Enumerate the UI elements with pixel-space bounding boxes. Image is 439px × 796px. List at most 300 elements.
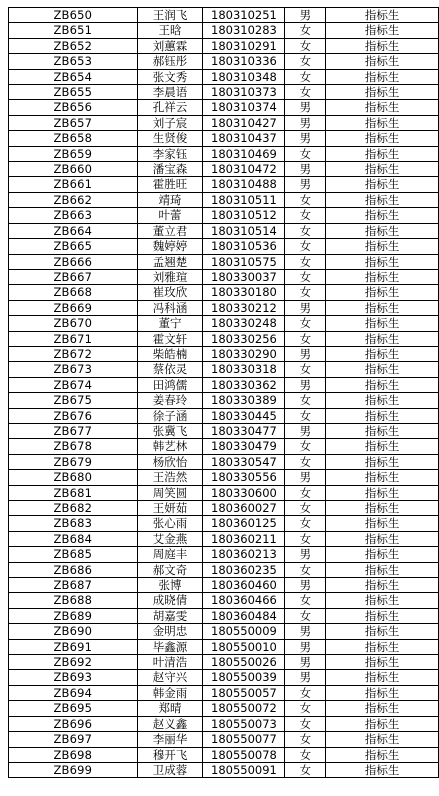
admission-type-cell: 指标生 [326, 316, 439, 331]
table-row [9, 54, 439, 69]
student-id-cell: ZB677 [9, 423, 138, 438]
exam-number-cell: 180310373 [203, 85, 285, 100]
admission-type-cell: 指标生 [326, 223, 439, 238]
student-name-cell: 卫成蓉 [137, 762, 203, 777]
student-id-cell: ZB667 [9, 269, 138, 284]
table-row [9, 331, 439, 346]
admission-type-cell: 指标生 [326, 192, 439, 207]
gender-cell: 男 [285, 624, 326, 639]
table-row [9, 377, 439, 392]
gender-cell: 女 [285, 393, 326, 408]
admission-type-cell: 指标生 [326, 69, 439, 84]
exam-number-cell: 180310291 [203, 38, 285, 53]
admission-type-cell: 指标生 [326, 608, 439, 623]
gender-cell: 女 [285, 408, 326, 423]
student-name-cell: 王晗 [137, 23, 203, 38]
student-list-table [8, 7, 439, 778]
table-row [9, 208, 439, 223]
exam-number-cell: 180330600 [203, 485, 285, 500]
student-id-cell: ZB687 [9, 578, 138, 593]
admission-type-cell: 指标生 [326, 547, 439, 562]
gender-cell: 女 [285, 223, 326, 238]
admission-type-cell: 指标生 [326, 162, 439, 177]
student-id-cell: ZB683 [9, 516, 138, 531]
student-id-cell: ZB657 [9, 115, 138, 130]
student-name-cell: 张博 [137, 578, 203, 593]
admission-type-cell: 指标生 [326, 23, 439, 38]
table-row [9, 423, 439, 438]
exam-number-cell: 180550072 [203, 701, 285, 716]
exam-number-cell: 180330318 [203, 362, 285, 377]
table-row [9, 516, 439, 531]
gender-cell: 女 [285, 69, 326, 84]
student-id-cell: ZB688 [9, 593, 138, 608]
admission-type-cell: 指标生 [326, 423, 439, 438]
student-id-cell: ZB695 [9, 701, 138, 716]
exam-number-cell: 180360211 [203, 531, 285, 546]
gender-cell: 男 [285, 346, 326, 361]
exam-number-cell: 180550057 [203, 685, 285, 700]
admission-type-cell: 指标生 [326, 239, 439, 254]
gender-cell: 男 [285, 115, 326, 130]
gender-cell: 男 [285, 177, 326, 192]
student-id-cell: ZB679 [9, 454, 138, 469]
student-name-cell: 艾金燕 [137, 531, 203, 546]
table-row [9, 531, 439, 546]
student-id-cell: ZB684 [9, 531, 138, 546]
gender-cell: 女 [285, 485, 326, 500]
student-id-cell: ZB670 [9, 316, 138, 331]
table-row [9, 747, 439, 762]
admission-type-cell: 指标生 [326, 639, 439, 654]
exam-number-cell: 180550078 [203, 747, 285, 762]
gender-cell: 女 [285, 439, 326, 454]
table-row [9, 408, 439, 423]
student-name-cell: 霍胜旺 [137, 177, 203, 192]
gender-cell: 男 [285, 670, 326, 685]
exam-number-cell: 180330362 [203, 377, 285, 392]
student-name-cell: 李晨语 [137, 85, 203, 100]
student-name-cell: 郝文奇 [137, 562, 203, 577]
gender-cell: 男 [285, 547, 326, 562]
gender-cell: 男 [285, 100, 326, 115]
table-row [9, 701, 439, 716]
student-id-cell: ZB675 [9, 393, 138, 408]
student-id-cell: ZB658 [9, 131, 138, 146]
gender-cell: 女 [285, 531, 326, 546]
exam-number-cell: 180550077 [203, 732, 285, 747]
student-id-cell: ZB689 [9, 608, 138, 623]
gender-cell: 女 [285, 316, 326, 331]
admission-type-cell: 指标生 [326, 208, 439, 223]
table-row [9, 131, 439, 146]
exam-number-cell: 180310469 [203, 146, 285, 161]
table-row [9, 762, 439, 777]
student-name-cell: 杨欣怡 [137, 454, 203, 469]
admission-type-cell: 指标生 [326, 377, 439, 392]
gender-cell: 女 [285, 362, 326, 377]
admission-type-cell: 指标生 [326, 254, 439, 269]
student-name-cell: 周笑圆 [137, 485, 203, 500]
student-id-cell: ZB682 [9, 501, 138, 516]
table-row [9, 501, 439, 516]
student-id-cell: ZB676 [9, 408, 138, 423]
gender-cell: 男 [285, 655, 326, 670]
exam-number-cell: 180550009 [203, 624, 285, 639]
student-id-cell: ZB685 [9, 547, 138, 562]
gender-cell: 女 [285, 747, 326, 762]
exam-number-cell: 180360125 [203, 516, 285, 531]
table-row [9, 269, 439, 284]
admission-type-cell: 指标生 [326, 516, 439, 531]
admission-type-cell: 指标生 [326, 146, 439, 161]
student-name-cell: 孔祥云 [137, 100, 203, 115]
gender-cell: 男 [285, 8, 326, 23]
admission-type-cell: 指标生 [326, 762, 439, 777]
admission-type-cell: 指标生 [326, 393, 439, 408]
student-id-cell: ZB698 [9, 747, 138, 762]
exam-number-cell: 180310472 [203, 162, 285, 177]
student-id-cell: ZB692 [9, 655, 138, 670]
table-row [9, 316, 439, 331]
table-row [9, 285, 439, 300]
gender-cell: 女 [285, 85, 326, 100]
admission-type-cell: 指标生 [326, 131, 439, 146]
admission-type-cell: 指标生 [326, 408, 439, 423]
student-name-cell: 刘蕙霖 [137, 38, 203, 53]
exam-number-cell: 180310348 [203, 69, 285, 84]
table-row [9, 192, 439, 207]
student-id-cell: ZB696 [9, 716, 138, 731]
exam-number-cell: 180330445 [203, 408, 285, 423]
student-name-cell: 潘宝森 [137, 162, 203, 177]
admission-type-cell: 指标生 [326, 501, 439, 516]
student-name-cell: 孟翘楚 [137, 254, 203, 269]
table-row [9, 146, 439, 161]
table-row [9, 8, 439, 23]
admission-type-cell: 指标生 [326, 593, 439, 608]
exam-number-cell: 180330477 [203, 423, 285, 438]
student-name-cell: 胡嘉雯 [137, 608, 203, 623]
gender-cell: 女 [285, 593, 326, 608]
table-row [9, 393, 439, 408]
exam-number-cell: 180330389 [203, 393, 285, 408]
student-name-cell: 毕鑫源 [137, 639, 203, 654]
gender-cell: 女 [285, 239, 326, 254]
student-id-cell: ZB652 [9, 38, 138, 53]
gender-cell: 女 [285, 192, 326, 207]
admission-type-cell: 指标生 [326, 716, 439, 731]
exam-number-cell: 180550073 [203, 716, 285, 731]
student-id-cell: ZB680 [9, 470, 138, 485]
student-id-cell: ZB650 [9, 8, 138, 23]
gender-cell: 女 [285, 269, 326, 284]
gender-cell: 女 [285, 516, 326, 531]
admission-type-cell: 指标生 [326, 285, 439, 300]
exam-number-cell: 180550026 [203, 655, 285, 670]
table-row [9, 239, 439, 254]
exam-number-cell: 180330547 [203, 454, 285, 469]
exam-number-cell: 180550039 [203, 670, 285, 685]
student-name-cell: 赵义鑫 [137, 716, 203, 731]
admission-type-cell: 指标生 [326, 362, 439, 377]
admission-type-cell: 指标生 [326, 624, 439, 639]
admission-type-cell: 指标生 [326, 300, 439, 315]
student-name-cell: 霍文轩 [137, 331, 203, 346]
student-id-cell: ZB666 [9, 254, 138, 269]
student-id-cell: ZB681 [9, 485, 138, 500]
student-name-cell: 穆开飞 [137, 747, 203, 762]
admission-type-cell: 指标生 [326, 100, 439, 115]
student-id-cell: ZB672 [9, 346, 138, 361]
student-name-cell: 崔玫欣 [137, 285, 203, 300]
student-name-cell: 张文秀 [137, 69, 203, 84]
table-row [9, 485, 439, 500]
exam-number-cell: 180550010 [203, 639, 285, 654]
admission-type-cell: 指标生 [326, 531, 439, 546]
admission-type-cell: 指标生 [326, 38, 439, 53]
exam-number-cell: 180330556 [203, 470, 285, 485]
table-row [9, 639, 439, 654]
student-id-cell: ZB662 [9, 192, 138, 207]
gender-cell: 女 [285, 23, 326, 38]
admission-type-cell: 指标生 [326, 177, 439, 192]
exam-number-cell: 180360484 [203, 608, 285, 623]
table-row [9, 162, 439, 177]
student-id-cell: ZB660 [9, 162, 138, 177]
student-id-cell: ZB665 [9, 239, 138, 254]
student-name-cell: 生贤俊 [137, 131, 203, 146]
student-name-cell: 叶蕾 [137, 208, 203, 223]
student-name-cell: 姜春玲 [137, 393, 203, 408]
student-id-cell: ZB661 [9, 177, 138, 192]
admission-type-cell: 指标生 [326, 747, 439, 762]
gender-cell: 男 [285, 578, 326, 593]
table-row [9, 562, 439, 577]
student-name-cell: 靖琦 [137, 192, 203, 207]
gender-cell: 女 [285, 501, 326, 516]
exam-number-cell: 180310374 [203, 100, 285, 115]
admission-type-cell: 指标生 [326, 439, 439, 454]
student-name-cell: 张冀飞 [137, 423, 203, 438]
student-name-cell: 董宁 [137, 316, 203, 331]
table-row [9, 223, 439, 238]
exam-number-cell: 180310575 [203, 254, 285, 269]
student-name-cell: 王浩然 [137, 470, 203, 485]
gender-cell: 女 [285, 608, 326, 623]
exam-number-cell: 180550091 [203, 762, 285, 777]
gender-cell: 女 [285, 331, 326, 346]
admission-type-cell: 指标生 [326, 562, 439, 577]
table-row [9, 547, 439, 562]
student-id-cell: ZB674 [9, 377, 138, 392]
admission-type-cell: 指标生 [326, 685, 439, 700]
student-name-cell: 董立君 [137, 223, 203, 238]
exam-number-cell: 180310514 [203, 223, 285, 238]
table-row [9, 300, 439, 315]
student-name-cell: 李家钰 [137, 146, 203, 161]
student-id-cell: ZB690 [9, 624, 138, 639]
table-row [9, 716, 439, 731]
exam-number-cell: 180310427 [203, 115, 285, 130]
gender-cell: 女 [285, 38, 326, 53]
table-row [9, 454, 439, 469]
admission-type-cell: 指标生 [326, 578, 439, 593]
student-id-cell: ZB691 [9, 639, 138, 654]
exam-number-cell: 180310251 [203, 8, 285, 23]
exam-number-cell: 180360213 [203, 547, 285, 562]
student-id-cell: ZB656 [9, 100, 138, 115]
admission-type-cell: 指标生 [326, 454, 439, 469]
exam-number-cell: 180310511 [203, 192, 285, 207]
table-row [9, 115, 439, 130]
admission-type-cell: 指标生 [326, 701, 439, 716]
gender-cell: 男 [285, 423, 326, 438]
student-id-cell: ZB654 [9, 69, 138, 84]
exam-number-cell: 180330212 [203, 300, 285, 315]
student-id-cell: ZB669 [9, 300, 138, 315]
gender-cell: 男 [285, 377, 326, 392]
gender-cell: 女 [285, 762, 326, 777]
student-name-cell: 王妍茹 [137, 501, 203, 516]
exam-number-cell: 180360460 [203, 578, 285, 593]
student-name-cell: 柴皓楠 [137, 346, 203, 361]
student-id-cell: ZB697 [9, 732, 138, 747]
admission-type-cell: 指标生 [326, 485, 439, 500]
student-name-cell: 周庭丰 [137, 547, 203, 562]
gender-cell: 女 [285, 562, 326, 577]
gender-cell: 女 [285, 54, 326, 69]
exam-number-cell: 180310283 [203, 23, 285, 38]
table-row [9, 346, 439, 361]
gender-cell: 女 [285, 732, 326, 747]
exam-number-cell: 180360027 [203, 501, 285, 516]
table-row [9, 100, 439, 115]
student-id-cell: ZB663 [9, 208, 138, 223]
admission-type-cell: 指标生 [326, 269, 439, 284]
exam-number-cell: 180310336 [203, 54, 285, 69]
table-body [9, 8, 439, 778]
gender-cell: 女 [285, 146, 326, 161]
student-id-cell: ZB693 [9, 670, 138, 685]
table-row [9, 85, 439, 100]
table-row [9, 23, 439, 38]
student-name-cell: 王润飞 [137, 8, 203, 23]
admission-type-cell: 指标生 [326, 85, 439, 100]
table-row [9, 578, 439, 593]
gender-cell: 男 [285, 300, 326, 315]
student-name-cell: 蔡依灵 [137, 362, 203, 377]
admission-type-cell: 指标生 [326, 331, 439, 346]
student-id-cell: ZB655 [9, 85, 138, 100]
student-name-cell: 韩艺林 [137, 439, 203, 454]
student-id-cell: ZB694 [9, 685, 138, 700]
table-row [9, 593, 439, 608]
admission-type-cell: 指标生 [326, 655, 439, 670]
student-id-cell: ZB668 [9, 285, 138, 300]
gender-cell: 女 [285, 716, 326, 731]
table-row [9, 38, 439, 53]
exam-number-cell: 180330037 [203, 269, 285, 284]
gender-cell: 男 [285, 131, 326, 146]
gender-cell: 女 [285, 254, 326, 269]
admission-type-cell: 指标生 [326, 470, 439, 485]
admission-type-cell: 指标生 [326, 54, 439, 69]
admission-type-cell: 指标生 [326, 346, 439, 361]
student-id-cell: ZB678 [9, 439, 138, 454]
student-name-cell: 郝钰彤 [137, 54, 203, 69]
exam-number-cell: 180310536 [203, 239, 285, 254]
gender-cell: 男 [285, 639, 326, 654]
admission-type-cell: 指标生 [326, 732, 439, 747]
table-row [9, 439, 439, 454]
exam-number-cell: 180360235 [203, 562, 285, 577]
student-name-cell: 张心雨 [137, 516, 203, 531]
gender-cell: 女 [285, 285, 326, 300]
student-name-cell: 刘雅瑄 [137, 269, 203, 284]
student-name-cell: 魏婷婷 [137, 239, 203, 254]
student-id-cell: ZB673 [9, 362, 138, 377]
exam-number-cell: 180330256 [203, 331, 285, 346]
table-row [9, 608, 439, 623]
student-name-cell: 赵守兴 [137, 670, 203, 685]
student-name-cell: 叶清浩 [137, 655, 203, 670]
table-row [9, 254, 439, 269]
student-name-cell: 徐子涵 [137, 408, 203, 423]
exam-number-cell: 180330248 [203, 316, 285, 331]
gender-cell: 女 [285, 208, 326, 223]
student-id-cell: ZB686 [9, 562, 138, 577]
exam-number-cell: 180310512 [203, 208, 285, 223]
table-row [9, 177, 439, 192]
exam-number-cell: 180330180 [203, 285, 285, 300]
table-row [9, 69, 439, 84]
exam-number-cell: 180330479 [203, 439, 285, 454]
student-id-cell: ZB671 [9, 331, 138, 346]
student-name-cell: 李丽华 [137, 732, 203, 747]
gender-cell: 女 [285, 454, 326, 469]
student-id-cell: ZB651 [9, 23, 138, 38]
exam-number-cell: 180310437 [203, 131, 285, 146]
exam-number-cell: 180310488 [203, 177, 285, 192]
student-name-cell: 金明忠 [137, 624, 203, 639]
student-name-cell: 田鸿儒 [137, 377, 203, 392]
student-name-cell: 郑晴 [137, 701, 203, 716]
admission-type-cell: 指标生 [326, 670, 439, 685]
table-row [9, 655, 439, 670]
student-id-cell: ZB653 [9, 54, 138, 69]
table-row [9, 362, 439, 377]
student-id-cell: ZB699 [9, 762, 138, 777]
student-name-cell: 韩金雨 [137, 685, 203, 700]
table-row [9, 470, 439, 485]
student-name-cell: 成晓倩 [137, 593, 203, 608]
table-row [9, 670, 439, 685]
gender-cell: 女 [285, 701, 326, 716]
table-row [9, 732, 439, 747]
gender-cell: 女 [285, 685, 326, 700]
table-row [9, 685, 439, 700]
gender-cell: 男 [285, 162, 326, 177]
admission-type-cell: 指标生 [326, 115, 439, 130]
student-name-cell: 刘子宸 [137, 115, 203, 130]
gender-cell: 男 [285, 470, 326, 485]
table-row [9, 624, 439, 639]
exam-number-cell: 180360466 [203, 593, 285, 608]
student-name-cell: 冯科涵 [137, 300, 203, 315]
student-id-cell: ZB659 [9, 146, 138, 161]
exam-number-cell: 180330290 [203, 346, 285, 361]
